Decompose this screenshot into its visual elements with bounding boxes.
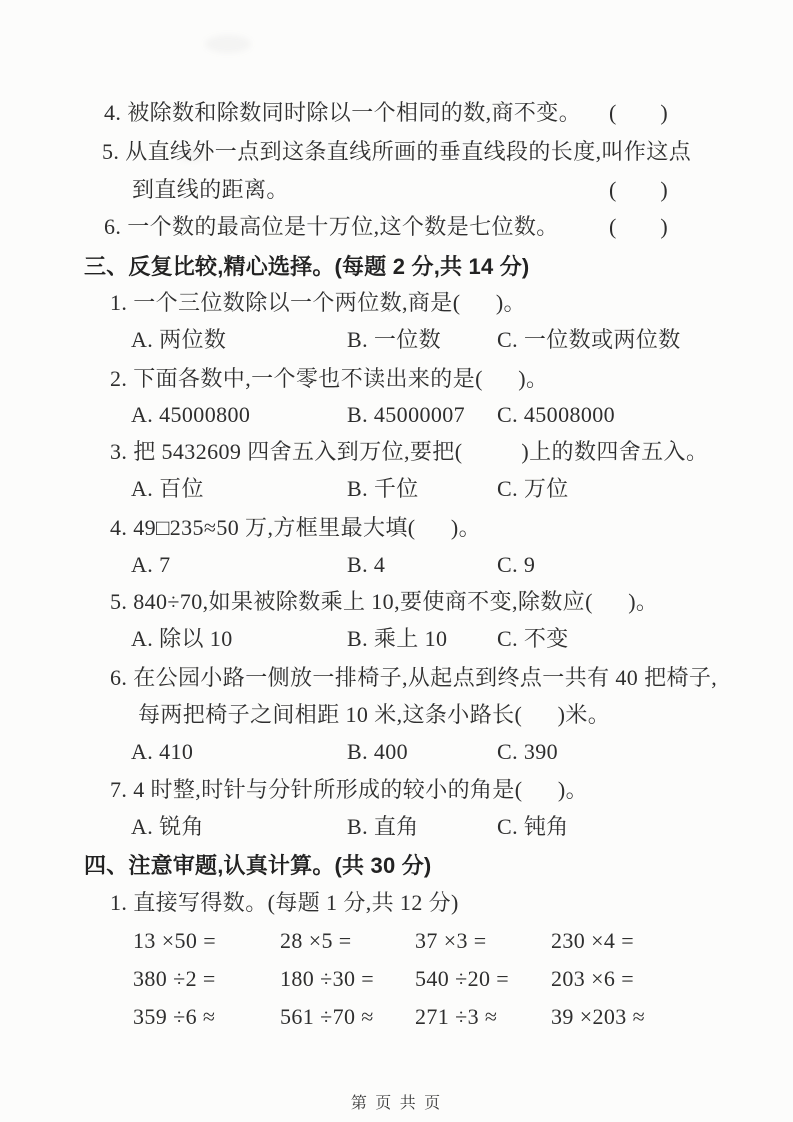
- mc-question-4-stem: 4. 49□235≈50 万,方框里最大填( )。: [110, 515, 482, 540]
- mc-question-2-option-c: C. 45008000: [497, 402, 616, 427]
- calc-expression: 561 ÷70 ≈: [280, 1004, 374, 1029]
- mc-question-3-option-c: C. 万位: [497, 476, 569, 501]
- mc-question-6-stem-line1: 6. 在公园小路一侧放一排椅子,从起点到终点一共有 40 把椅子,: [110, 665, 718, 690]
- mc-question-3-option-b: B. 千位: [347, 476, 419, 501]
- mc-question-4-option-a: A. 7: [131, 552, 171, 577]
- mc-question-6-option-c: C. 390: [497, 739, 559, 764]
- mc-question-5-option-a: A. 除以 10: [131, 626, 233, 651]
- judge-item-6-answer-blank: ( ): [609, 214, 668, 239]
- judge-item-5-text-line2: 到直线的距离。: [132, 177, 289, 202]
- judge-item-4-answer-blank: ( ): [609, 100, 668, 125]
- judge-item-5-answer-blank: ( ): [609, 177, 668, 202]
- mc-question-6-option-a: A. 410: [131, 739, 194, 764]
- mc-question-5-stem: 5. 840÷70,如果被除数乘上 10,要使商不变,除数应( )。: [110, 589, 659, 614]
- mc-question-5-option-b: B. 乘上 10: [347, 626, 448, 651]
- calc-expression: 180 ÷30 =: [280, 966, 375, 991]
- judge-item-5-text-line1: 5. 从直线外一点到这条直线所画的垂直线段的长度,叫作这点: [102, 139, 692, 164]
- calc-expression: 540 ÷20 =: [415, 966, 510, 991]
- judge-item-4-text: 4. 被除数和除数同时除以一个相同的数,商不变。: [104, 100, 582, 125]
- section4-heading: 四、注意审题,认真计算。(共 30 分): [84, 853, 432, 878]
- mc-question-1-option-a: A. 两位数: [131, 327, 227, 352]
- mc-question-3-option-a: A. 百位: [131, 476, 204, 501]
- mc-question-7-option-c: C. 钝角: [497, 814, 569, 839]
- mc-question-5-option-c: C. 不变: [497, 626, 569, 651]
- mc-question-4-option-b: B. 4: [347, 552, 386, 577]
- calc-expression: 203 ×6 =: [551, 966, 635, 991]
- page-footer: 第 页 共 页: [350, 1095, 443, 1112]
- mc-question-2-stem: 2. 下面各数中,一个零也不读出来的是( )。: [110, 366, 549, 391]
- calc-expression: 380 ÷2 =: [133, 966, 216, 991]
- mc-question-6-option-b: B. 400: [347, 739, 409, 764]
- mc-question-3-stem: 3. 把 5432609 四舍五入到万位,要把( )上的数四舍五入。: [110, 439, 709, 464]
- calc-expression: 230 ×4 =: [551, 928, 635, 953]
- mc-question-4-option-c: C. 9: [497, 552, 536, 577]
- calc-expression: 37 ×3 =: [415, 928, 487, 953]
- calc-sub-heading: 1. 直接写得数。(每题 1 分,共 12 分): [110, 890, 459, 915]
- mc-question-7-stem: 7. 4 时整,时针与分针所形成的较小的角是( )。: [110, 777, 589, 802]
- section3-heading: 三、反复比较,精心选择。(每题 2 分,共 14 分): [84, 254, 530, 279]
- mc-question-1-option-c: C. 一位数或两位数: [497, 327, 681, 352]
- calc-expression: 39 ×203 ≈: [551, 1004, 646, 1029]
- mc-question-6-stem-line2: 每两把椅子之间相距 10 米,这条小路长( )米。: [138, 702, 611, 727]
- mc-question-2-option-b: B. 45000007: [347, 402, 466, 427]
- mc-question-1-option-b: B. 一位数: [347, 327, 442, 352]
- mc-question-1-stem: 1. 一个三位数除以一个两位数,商是( )。: [110, 290, 526, 315]
- scan-artifact: [205, 35, 251, 53]
- calc-expression: 271 ÷3 ≈: [415, 1004, 498, 1029]
- mc-question-2-option-a: A. 45000800: [131, 402, 251, 427]
- calc-expression: 359 ÷6 ≈: [133, 1004, 216, 1029]
- judge-item-6-text: 6. 一个数的最高位是十万位,这个数是七位数。: [104, 214, 559, 239]
- mc-question-7-option-a: A. 锐角: [131, 814, 204, 839]
- calc-expression: 28 ×5 =: [280, 928, 352, 953]
- mc-question-7-option-b: B. 直角: [347, 814, 419, 839]
- calc-expression: 13 ×50 =: [133, 928, 217, 953]
